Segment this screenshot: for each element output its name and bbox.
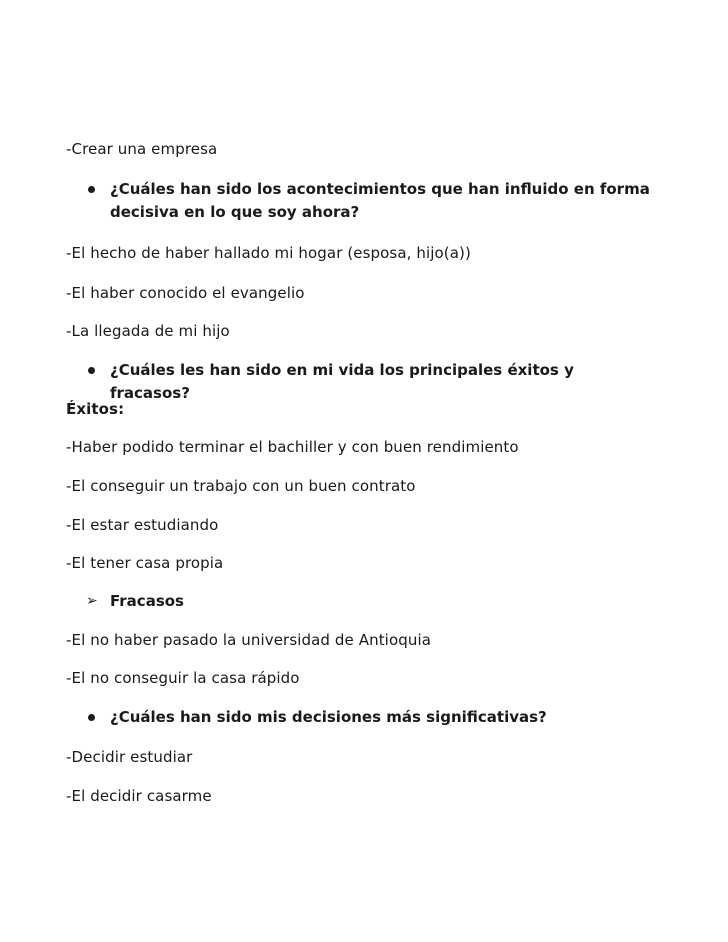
bullet-item-text: ¿Cuáles han sido los acontecimientos que han influido en forma decisiva en lo que soy ahora?	[110, 180, 650, 221]
text-line-decidir-estudiar: -Decidir estudiar	[66, 748, 193, 766]
arrow-item-fracasos: ➢ Fracasos	[84, 590, 650, 613]
text-line-llegada-hijo: -La llegada de mi hijo	[66, 322, 230, 340]
text-line-trabajo: -El conseguir un trabajo con un buen contrato	[66, 477, 416, 495]
text-line-estudiando: -El estar estudiando	[66, 516, 219, 534]
text-line-casa-propia: -El tener casa propia	[66, 554, 224, 572]
section-heading-fracasos: Fracasos	[110, 592, 184, 610]
text-line-decidir-casarme: -El decidir casarme	[66, 787, 212, 805]
bullet-item-text: ¿Cuáles les han sido en mi vida los principales éxitos y fracasos?	[110, 361, 574, 402]
text-line-evangelio: -El haber conocido el evangelio	[66, 284, 305, 302]
bullet-item-exitos-fracasos	[84, 359, 650, 405]
text-line-bachiller: -Haber podido terminar el bachiller y con buen rendimiento	[66, 438, 519, 456]
bullet-item-acontecimientos	[84, 178, 650, 224]
text-line-universidad: -El no haber pasado la universidad de Antioquia	[66, 631, 432, 649]
bullet-item-text: ¿Cuáles han sido mis decisiones más significativas?	[110, 708, 547, 726]
text-line-casa-rapido: -El no conseguir la casa rápido	[66, 669, 300, 687]
text-line-hogar: -El hecho de haber hallado mi hogar (esposa, hijo(a))	[66, 244, 471, 262]
text-line-crear-empresa: -Crear una empresa	[66, 140, 218, 158]
bullet-item-decisiones	[84, 706, 650, 729]
section-heading-exitos: Éxitos:	[66, 400, 125, 418]
